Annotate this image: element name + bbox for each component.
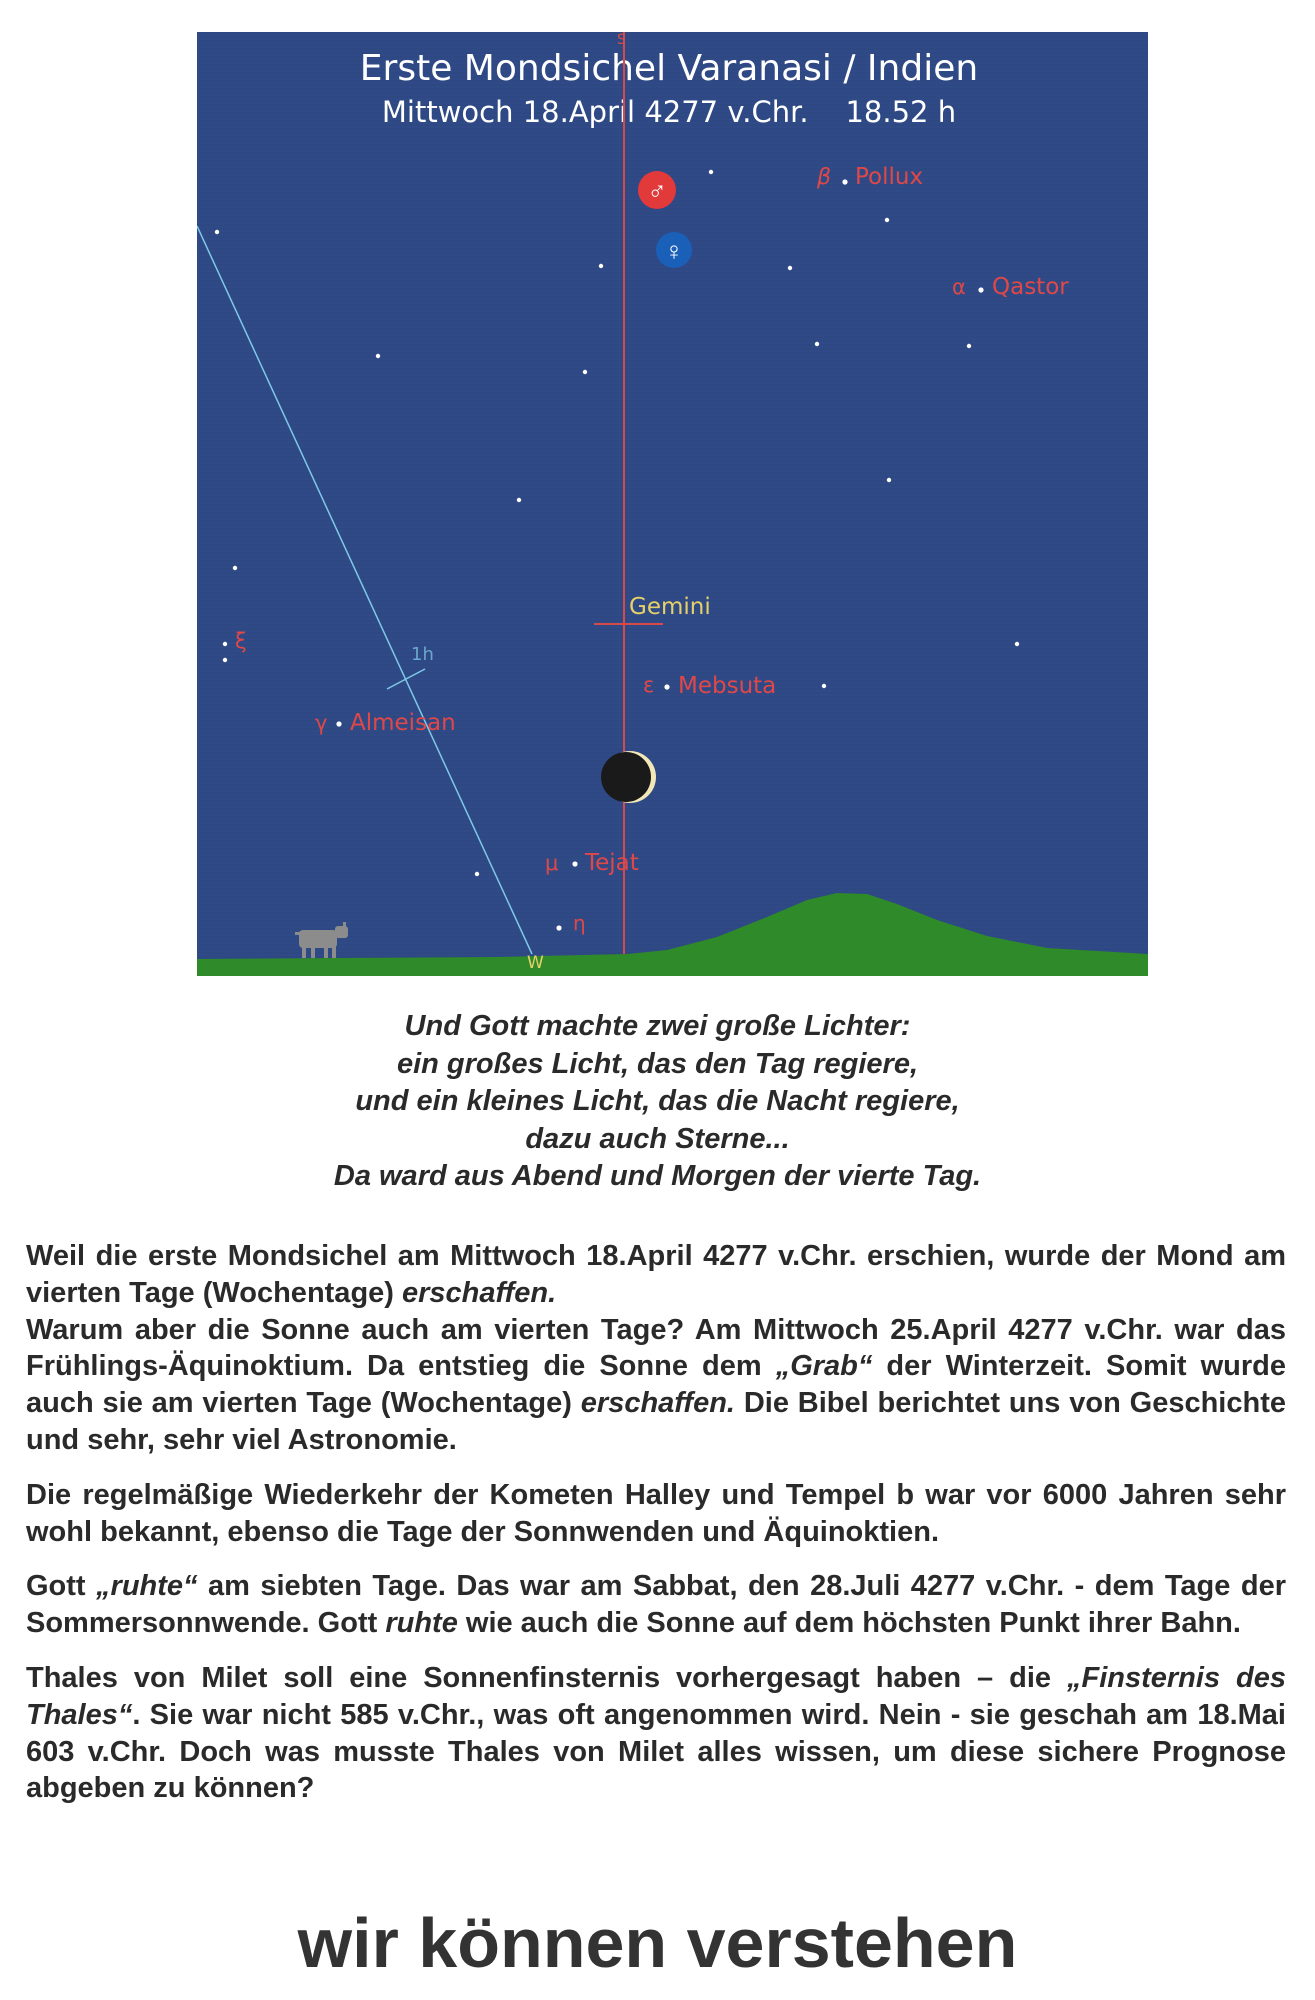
star — [788, 266, 792, 270]
meridian-top-mark: S — [617, 32, 626, 48]
text-run: Warum aber die Sonne auch am vierten Tage? Am Mittwoch 25.April 4277 v.Chr. war das Frühlings-Äquinoktium. Da entstieg die Sonne dem — [26, 1313, 1286, 1383]
star-xi — [223, 642, 227, 646]
quote-line: ein großes Licht, das den Tag regiere, — [396, 1047, 919, 1080]
castor-greek: α — [952, 275, 966, 299]
paragraph-sun — [26, 1312, 1286, 1459]
tejat-label: Tejat — [585, 850, 639, 876]
text-run: wie auch die Sonne auf dem höchsten Punkt ihrer Bahn. — [457, 1607, 1241, 1640]
almeisan-label: Almeisan — [350, 710, 456, 736]
mars-symbol: ♂ — [647, 176, 667, 206]
star-chart-svg — [197, 32, 1148, 976]
sky-scanlines — [197, 32, 1148, 976]
tejat-greek: μ — [545, 851, 559, 875]
star — [223, 658, 227, 662]
body-text — [26, 1238, 1286, 1825]
quote-line: und ein kleines Licht, das die Nacht regiere, — [355, 1085, 960, 1117]
star-almeisan — [336, 721, 341, 726]
star — [599, 264, 603, 268]
star-tejat — [572, 861, 577, 866]
star — [233, 566, 237, 570]
paragraph-thales — [26, 1660, 1286, 1807]
star — [376, 354, 380, 358]
paragraph-moon — [26, 1238, 1286, 1312]
bible-quote — [150, 1008, 1165, 1196]
pollux-greek: β — [817, 165, 832, 190]
star — [475, 872, 479, 876]
star-pollux — [842, 179, 847, 184]
star-mebsuta — [664, 684, 669, 689]
text-run: Gott — [26, 1570, 97, 1603]
mebsuta-label: Mebsuta — [678, 673, 777, 699]
text-run: Weil die erste Mondsichel am Mittwoch 18.April 4277 v.Chr. erschien, wurde der Mond am vierten Tage (Wochentage) — [26, 1240, 1286, 1309]
castor-label: Qastor — [992, 274, 1069, 300]
text-run: Thales von Milet soll eine Sonnenfinsternis vorhergesagt haben – die — [26, 1661, 1067, 1694]
star-eta — [556, 925, 561, 930]
text-run: der Winterzeit. Somit wurde auch sie am vierten Tage (Wochentage) — [26, 1350, 1286, 1420]
star — [215, 230, 219, 234]
almeisan-greek: γ — [315, 711, 328, 735]
emphasis: „Grab“ — [775, 1350, 873, 1383]
star — [967, 344, 971, 348]
emphasis: erschaffen. — [580, 1387, 735, 1420]
pollux-label: Pollux — [855, 164, 924, 190]
hour-mark-label: 1h — [411, 644, 434, 665]
star — [709, 170, 713, 174]
paragraph-rest — [26, 1568, 1286, 1642]
emphasis: „ruhte“ — [96, 1570, 198, 1603]
star — [1015, 642, 1019, 646]
star — [887, 478, 891, 482]
eta-greek: η — [573, 911, 586, 935]
chart-subtitle: Mittwoch 18.April 4277 v.Chr. 18.52 h — [381, 95, 957, 129]
west-label: W — [527, 953, 544, 973]
venus-symbol: ♀ — [664, 236, 684, 266]
moon-disc — [601, 752, 651, 802]
chart-title: Erste Mondsichel Varanasi / Indien — [359, 48, 979, 89]
star — [885, 218, 889, 222]
star — [583, 370, 587, 374]
emphasis: „Finsternis des Thales“ — [26, 1661, 1286, 1731]
paragraph-comets: Die regelmäßige Wiederkehr der Kometen Halley und Tempel b war vor 6000 Jahren sehr wohl bekannt, ebenso die Tage der Sonnwenden und Äquinoktien. — [26, 1478, 1286, 1548]
text-run: Die Bibel berichtet uns von Geschichte und sehr, sehr viel Astronomie. — [26, 1387, 1286, 1456]
text-run: am siebten Tage. Das war am Sabbat, den 28.Juli 4277 v.Chr. - dem Tage der Sommersonnwende. Gott — [26, 1570, 1286, 1640]
star-castor — [978, 287, 983, 292]
mebsuta-greek: ε — [643, 673, 655, 697]
footer-slogan: wir können verstehen — [297, 1904, 1018, 1982]
xi-greek: ξ — [235, 629, 247, 653]
quote-line: Und Gott machte zwei große Lichter: — [404, 1010, 911, 1042]
star-chart — [197, 32, 1148, 976]
star — [517, 498, 521, 502]
gemini-label: Gemini — [629, 594, 711, 620]
text-run: . Sie war nicht 585 v.Chr., was oft angenommen wird. Nein - sie geschah am 18.Mai 603 v.Chr. Doch was musste Thales von Milet alles wissen, um diese sichere Prognose abgeben zu können? — [26, 1698, 1286, 1805]
quote-line: Da ward aus Abend und Morgen der vierte Tag. — [333, 1160, 982, 1192]
star — [815, 342, 819, 346]
emphasis: erschaffen. — [402, 1276, 557, 1309]
emphasis: ruhte — [385, 1607, 458, 1640]
star — [822, 684, 826, 688]
quote-line: dazu auch Sterne... — [525, 1122, 790, 1155]
